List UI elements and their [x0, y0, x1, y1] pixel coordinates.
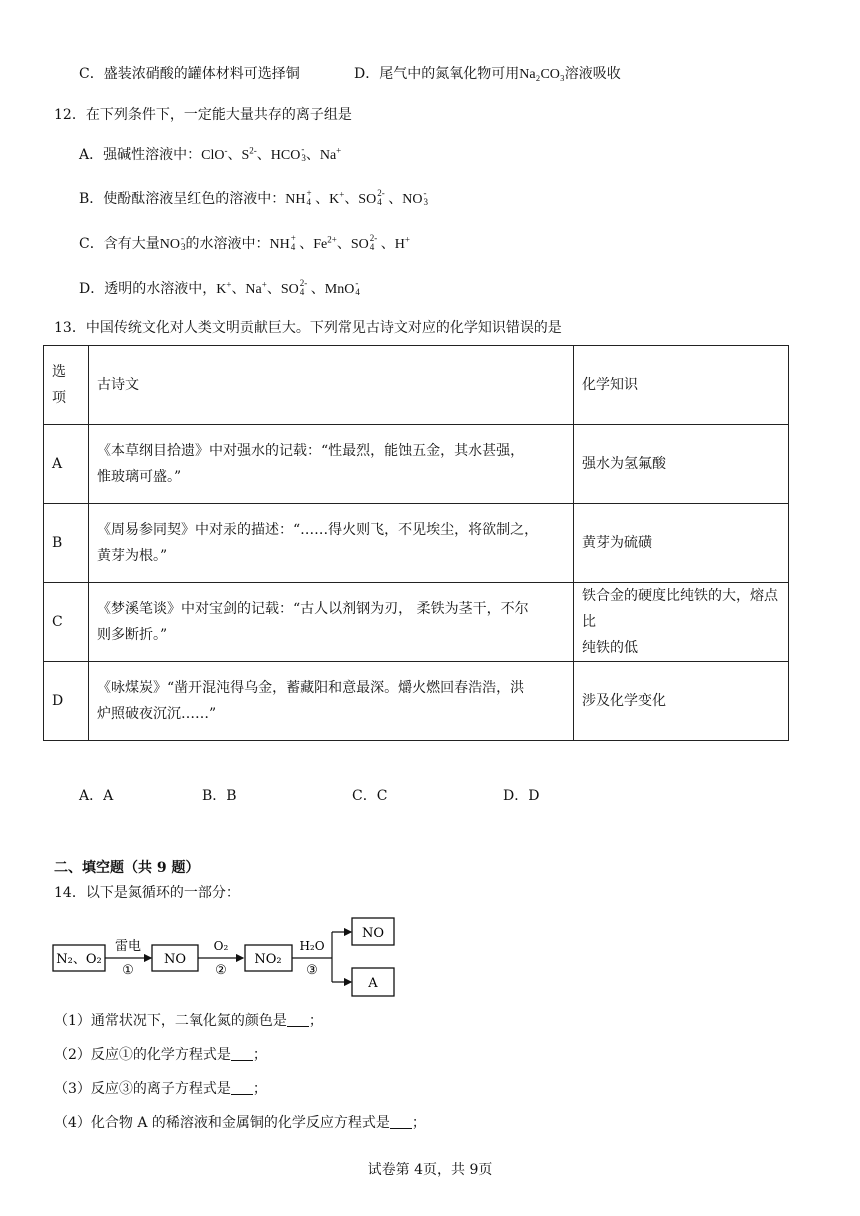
q12-option-d: D．透明的水溶液中，K+、Na+、SO 2- 4 、MnO - 4	[79, 277, 360, 297]
header-knowledge: 化学知识	[574, 346, 789, 425]
arrow-1-top-label: 雷电	[114, 939, 142, 954]
q14-sub3: （3）反应③的离子方程式是 ；	[54, 1081, 267, 1097]
row-poem: 《本草纲目拾遗》中对强水的记载：“性最烈，能蚀五金，其水甚强， 惟玻璃可盛。”	[89, 425, 574, 504]
arrow-2-top-label: O₂	[213, 939, 229, 953]
q13-choice-b: B．B	[202, 788, 237, 804]
table-row	[44, 662, 789, 741]
box-top-no-label: NO	[361, 926, 385, 941]
q13-choice-c: C．C	[352, 788, 388, 804]
arrow-1-bottom-label: ①	[122, 963, 134, 978]
row-option: B	[44, 504, 89, 583]
arrow-3-bottom-label: ③	[306, 963, 318, 978]
table-row	[44, 583, 789, 662]
q11-option-d	[354, 64, 621, 85]
q12-option-c: C．含有大量NO - 3 的水溶液中：NH + 4 、$Fe^{2+}$、SO 2- 4 、H+	[79, 232, 410, 252]
row-poem: 《咏煤炭》“凿开混沌得乌金，蓄藏阳和意最深。爝火燃回春浩浩，洪 炉照破夜沉沉……”	[89, 662, 574, 741]
row-option: C	[44, 583, 89, 662]
row-knowledge: 铁合金的硬度比纯铁的大，熔点比 纯铁的低	[574, 583, 789, 662]
q12-option-a-label: A．强碱性溶液中：	[79, 147, 202, 163]
q11-option-d-text: D．尾气中的氮氧化物可用	[354, 66, 520, 82]
q14-sub1: （1）通常状况下，二氧化氮的颜色是 ；	[54, 1013, 323, 1029]
answer-blank[interactable]	[287, 1012, 309, 1027]
q13-stem: 13．中国传统文化对人类文明贡献巨大。下列常见古诗文对应的化学知识错误的是	[54, 320, 562, 336]
row-knowledge: 黄芽为硫磺	[574, 504, 789, 583]
q12-option-b: B．使酚酞溶液呈红色的溶液中：NH + 4 、K+、SO 2- 4 、NO - 3	[79, 187, 428, 207]
arrow-2-bottom-label: ②	[215, 963, 227, 978]
q12-stem: 12．在下列条件下，一定能大量共存的离子组是	[54, 107, 352, 123]
arrow-3-top-label: H₂O	[299, 939, 325, 953]
nitrogen-cycle-diagram	[50, 912, 400, 1000]
table-header-row	[44, 346, 789, 425]
section-title: 二、填空题（共 9 题）	[54, 860, 200, 876]
row-knowledge: 涉及化学变化	[574, 662, 789, 741]
q12-option-b-label: B．使酚酞溶液呈红色的溶液中：	[79, 191, 286, 207]
row-option: A	[44, 425, 89, 504]
header-option: 选 项	[44, 346, 89, 425]
q13-choice-d: D．D	[503, 788, 540, 804]
box-no2-label: NO₂	[254, 952, 282, 967]
q12-option-c-mid: 的水溶液中：	[185, 236, 270, 252]
q13-table	[43, 345, 789, 741]
answer-blank[interactable]	[231, 1046, 253, 1061]
table-row	[44, 425, 789, 504]
row-poem: 《梦溪笔谈》中对宝剑的记载：“古人以剂钢为刃， 柔铁为茎干，不尔 则多断折。”	[89, 583, 574, 662]
box-a-label: A	[368, 976, 378, 991]
q11-option-c: C．盛装浓硝酸的罐体材料可选择铜	[79, 66, 300, 82]
q14-sub2: （2）反应①的化学方程式是 ；	[54, 1047, 267, 1063]
box-n2-o2-label: N₂、O₂	[56, 952, 102, 967]
row-option: D	[44, 662, 89, 741]
q12-option-c-label: C．含有大量	[79, 236, 160, 252]
answer-blank[interactable]	[231, 1080, 253, 1095]
q14-sub4: （4）化合物 A 的稀溶液和金属铜的化学反应方程式是 ；	[54, 1115, 426, 1131]
header-poem: 古诗文	[89, 346, 574, 425]
q11-option-d-formula: Na₂CO₃	[519, 67, 565, 82]
answer-blank[interactable]	[390, 1114, 412, 1129]
q12-option-a: A．强碱性溶液中：ClO-、$S^{2-}$、HCO - 3 、Na+	[79, 143, 342, 163]
table-row	[44, 504, 789, 583]
row-knowledge: 强水为氢氟酸	[574, 425, 789, 504]
q13-choice-a: A．A	[79, 788, 114, 804]
q14-stem: 14．以下是氮循环的一部分：	[54, 885, 240, 901]
q12-option-d-label: D．透明的水溶液中，	[79, 281, 217, 297]
page-footer: 试卷第 4页，共 9页	[367, 1162, 493, 1178]
q11-option-d-suffix: 溶液吸收	[564, 66, 621, 82]
row-poem: 《周易参同契》中对汞的描述：“……得火则飞，不见埃尘，将欲制之， 黄芽为根。”	[89, 504, 574, 583]
box-no-label: NO	[163, 952, 187, 967]
